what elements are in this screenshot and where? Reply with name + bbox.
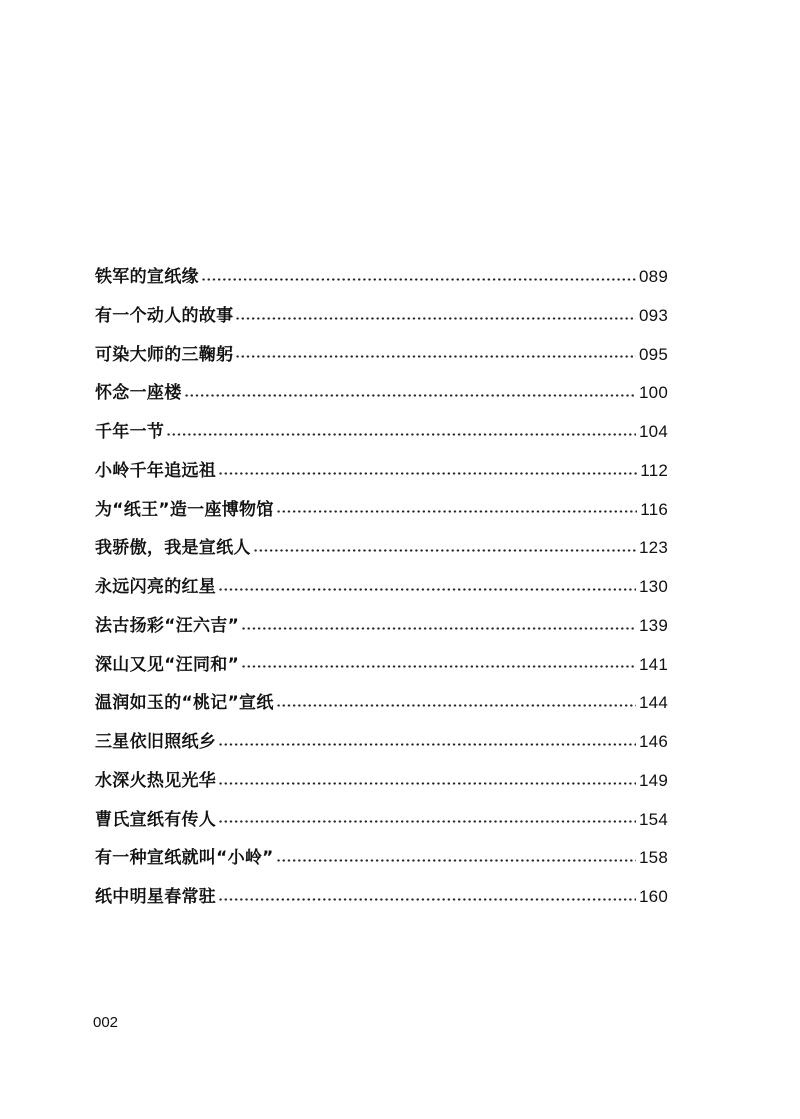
toc-entry-page: 093 — [639, 305, 668, 325]
toc-entry-title: 法古扬彩“汪六吉” — [95, 615, 240, 636]
toc-entry-page: 123 — [639, 538, 668, 558]
toc-entry — [95, 529, 668, 568]
toc-entry-title: 曹氏宣纸有传人 — [95, 809, 217, 830]
toc-entry-page: 149 — [639, 770, 668, 790]
toc-entry-title: 为“纸王”造一座博物馆 — [95, 499, 274, 520]
toc-dot-leader — [241, 627, 636, 630]
toc-dot-leader — [218, 898, 636, 901]
table-of-contents — [95, 258, 668, 917]
toc-entry-page: 158 — [639, 848, 668, 868]
toc-entry-page: 116 — [640, 499, 668, 519]
toc-entry — [95, 762, 668, 801]
toc-dot-leader — [253, 549, 636, 552]
toc-entry — [95, 684, 668, 723]
toc-entry-title: 小岭千年追远祖 — [95, 460, 217, 481]
toc-entry — [95, 413, 668, 452]
toc-entry — [95, 839, 668, 878]
toc-entry-title: 有一种宣纸就叫“小岭” — [95, 848, 274, 869]
toc-dot-leader — [184, 394, 637, 397]
toc-entry-title: 永远闪亮的红星 — [95, 577, 217, 597]
toc-entry-page: 160 — [639, 887, 668, 906]
toc-entry-page: 130 — [639, 577, 668, 596]
toc-dot-leader — [218, 782, 636, 785]
toc-entry-page: 089 — [639, 267, 668, 286]
toc-entry-title: 深山又见“汪同和” — [95, 654, 240, 675]
toc-dot-leader — [201, 278, 636, 281]
toc-entry-page: 144 — [639, 693, 668, 713]
toc-dot-leader — [218, 820, 636, 823]
toc-entry-title: 有一个动人的故事 — [95, 305, 234, 326]
toc-entry-page: 139 — [639, 615, 668, 635]
toc-entry-page: 104 — [639, 422, 668, 441]
toc-entry-page: 095 — [639, 344, 668, 364]
toc-entry-title: 铁军的宣纸缘 — [95, 267, 199, 287]
toc-entry — [95, 491, 668, 530]
toc-entry-page: 146 — [639, 732, 668, 751]
toc-entry-page: 141 — [639, 654, 668, 674]
toc-entry — [95, 374, 668, 413]
toc-entry — [95, 878, 668, 917]
toc-dot-leader — [218, 588, 636, 591]
toc-dot-leader — [235, 317, 636, 320]
toc-dot-leader — [235, 355, 636, 358]
toc-entry-title: 温润如玉的“桃记”宣纸 — [95, 693, 274, 714]
toc-entry-title: 纸中明星春常驻 — [95, 887, 217, 907]
toc-entry — [95, 568, 668, 607]
toc-entry-title: 三星依旧照纸乡 — [95, 732, 217, 752]
toc-entry — [95, 297, 668, 336]
toc-entry-page: 112 — [640, 460, 668, 480]
toc-entry-title: 千年一节 — [95, 422, 165, 442]
toc-entry — [95, 258, 668, 297]
page-number: 002 — [93, 1014, 119, 1031]
toc-entry — [95, 607, 668, 646]
toc-entry — [95, 336, 668, 375]
toc-dot-leader — [276, 510, 638, 513]
toc-dot-leader — [218, 472, 637, 475]
toc-dot-leader — [276, 704, 636, 707]
toc-entry — [95, 646, 668, 685]
toc-dot-leader — [166, 433, 636, 436]
toc-entry-title: 水深火热见光华 — [95, 770, 217, 791]
toc-entry-title: 怀念一座楼 — [95, 383, 182, 404]
toc-entry-page: 154 — [639, 809, 668, 829]
toc-dot-leader — [241, 665, 636, 668]
toc-entry — [95, 452, 668, 491]
toc-entry — [95, 723, 668, 762]
toc-entry-title: 我骄傲，我是宣纸人 — [95, 538, 251, 559]
toc-entry-title: 可染大师的三鞠躬 — [95, 344, 234, 365]
toc-dot-leader — [218, 743, 636, 746]
toc-entry — [95, 801, 668, 840]
toc-entry-page: 100 — [639, 383, 668, 403]
toc-dot-leader — [276, 859, 636, 862]
